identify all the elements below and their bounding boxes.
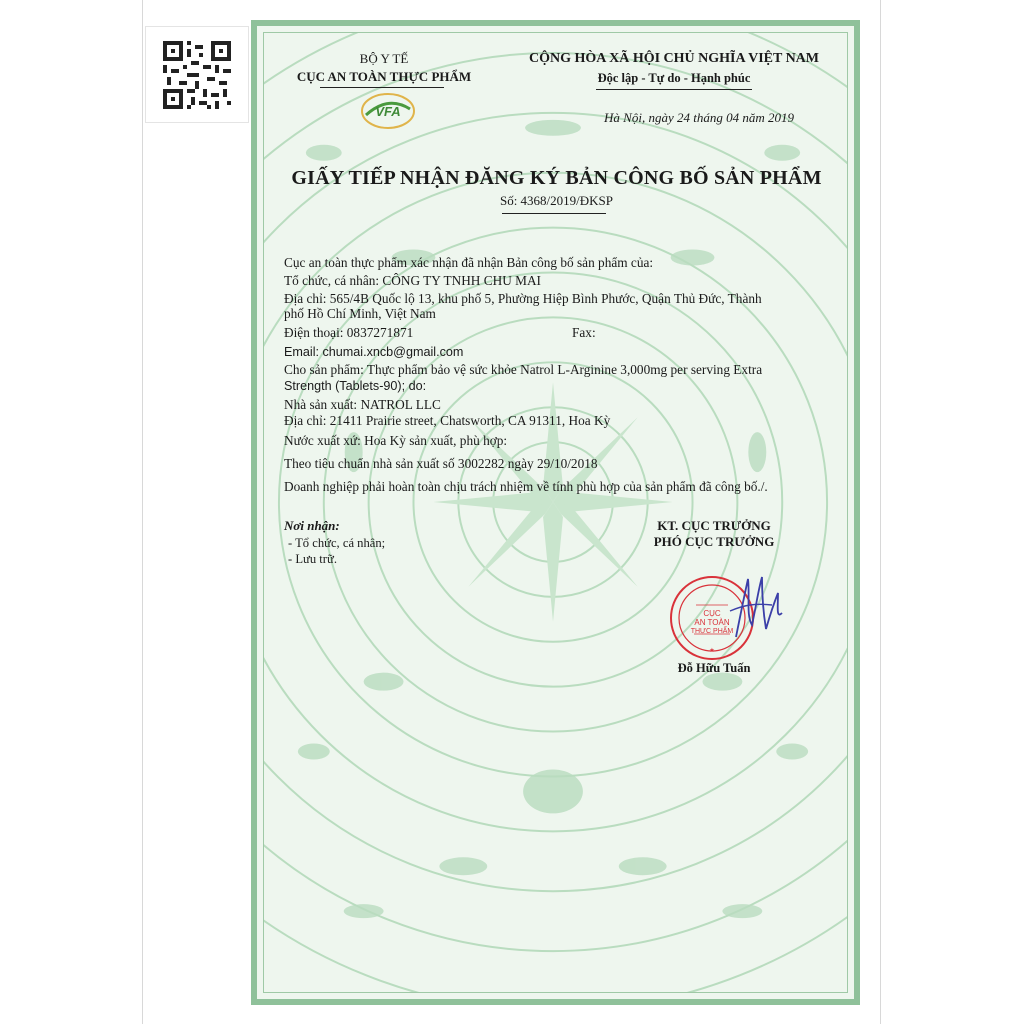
national-motto: Độc lập - Tự do - Hạnh phúc (597, 71, 751, 85)
certificate-document (251, 20, 860, 1005)
body-manufacturer-address: Địa chỉ: 21411 Prairie street, Chatsworth, CA 91311, Hoa Kỳ (284, 413, 611, 428)
body-standard: Theo tiêu chuẩn nhà sản xuất số 3002282 ngày 29/10/2018 (284, 456, 598, 471)
certificate-inner (263, 32, 848, 993)
signer-name: Đỗ Hữu Tuấn (677, 661, 751, 675)
agency-name: CỤC AN TOÀN THỰC PHẨM (296, 69, 472, 84)
body-intro: Cục an toàn thực phẩm xác nhận đã nhận Bản công bố sản phẩm của: (284, 255, 654, 270)
issue-date: Hà Nội, ngày 24 tháng 04 năm 2019 (604, 110, 794, 125)
recipient-item: - Tổ chức, cá nhân; (288, 536, 386, 550)
body-address-line-2: phố Hồ Chí Minh, Việt Nam (284, 306, 436, 321)
signer-subtitle: PHÓ CỤC TRƯỞNG (653, 534, 775, 549)
body-organization: Tổ chức, cá nhân: CÔNG TY TNHH CHU MAI (284, 273, 541, 288)
ministry-name: BỘ Y TẾ (359, 51, 409, 66)
agency-underline (320, 87, 444, 88)
body-email: Email: chumai.xncb@gmail.com (284, 345, 464, 359)
svg-text:★: ★ (709, 648, 715, 654)
vfa-logo (360, 91, 416, 131)
country-name: CỘNG HÒA XÃ HỘI CHỦ NGHĨA VIỆT NAM (528, 51, 819, 66)
recipients-title: Nơi nhận: (284, 518, 340, 533)
qr-code (145, 26, 249, 123)
body-address-line-1: Địa chỉ: 565/4B Quốc lộ 13, khu phố 5, Phường Hiệp Bình Phước, Quận Thủ Đức, Thành (284, 291, 762, 306)
svg-text:VFA: VFA (375, 104, 401, 119)
document-number: Số: 4368/2019/ĐKSP (499, 193, 614, 208)
recipient-item: - Lưu trữ. (288, 552, 337, 566)
body-phone: Điện thoại: 0837271871 (284, 325, 414, 340)
svg-text:THỰC PHẨM: THỰC PHẨM (690, 628, 734, 635)
body-fax: Fax: (572, 325, 596, 340)
svg-text:AN TOÀN: AN TOÀN (694, 618, 730, 627)
body-responsibility: Doanh nghiệp phải hoàn toàn chịu trách nhiệm về tính phù hợp của sản phẩm đã công bố./. (284, 479, 768, 494)
svg-text:CỤC: CỤC (703, 609, 721, 618)
body-product-line-2: Strength (Tablets-90); do: (284, 379, 427, 393)
handwritten-signature (722, 567, 794, 647)
document-title: GIẤY TIẾP NHẬN ĐĂNG KÝ BẢN CÔNG BỐ SẢN PHẨM (291, 167, 822, 189)
page-edge-left (142, 0, 143, 1024)
body-manufacturer: Nhà sản xuất: NATROL LLC (284, 397, 441, 412)
signer-title: KT. CỤC TRƯỞNG (657, 518, 771, 533)
page-edge-right (880, 0, 881, 1024)
body-product-line-1: Cho sản phẩm: Thực phẩm bảo vệ sức khỏe Natrol L-Arginine 3,000mg per serving Extra (284, 362, 763, 377)
body-origin: Nước xuất xứ: Hoa Kỳ sản xuất, phù hợp: (284, 433, 508, 448)
qr-code-icon (163, 41, 231, 109)
motto-underline (596, 89, 752, 90)
title-underline (502, 213, 606, 214)
